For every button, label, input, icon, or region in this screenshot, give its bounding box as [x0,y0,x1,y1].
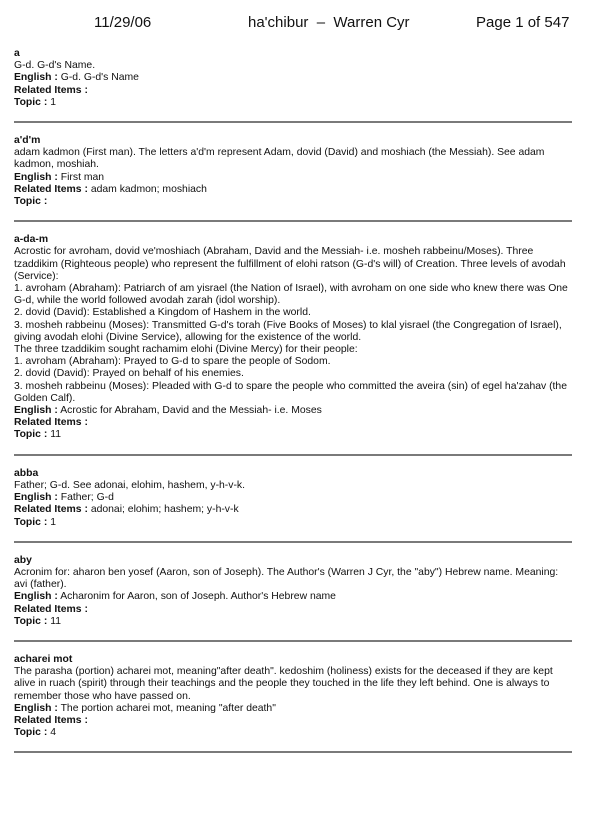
entry-definition: 1. avroham (Abraham): Prayed to G-d to spare the people of Sodom. [14,356,331,368]
entry-related-items-label: Related Items : [14,504,88,516]
entry-related-items-label: Related Items : [14,84,88,96]
entry-definition: 2. dovid (David): Prayed on behalf of his enemies. [14,368,244,380]
entry-english-label: English : [14,405,58,417]
entry-english-value: The portion acharei mot, meaning "after death" [60,702,276,714]
entry-topic-label: Topic : [14,429,48,441]
entry-definition: 3. mosheh rabbeinu (Moses): Transmitted G-d's torah (Five Books of Moses) to klal yisrael (the Congregation of Israel), giving avodah elohi (Divine Service), allowing for the existence of the world. [14,319,562,343]
entry-english [14,72,574,84]
entry-english-value: G-d. G-d's Name [60,72,139,84]
header-page-number: Page 1 of 547 [476,14,570,31]
entry-definition: Acrostic for avroham, dovid ve'moshiach (Abraham, David and the Messiah- i.e. mosheh rabbeinu/Moses). Three tzaddikim (Righteous people) who represent the fulfillment of elohi ratson (G-d's will) of Creation. Three levels of avodah (Service): [14,246,566,282]
entry-definition: adam kadmon (First man). The letters a'd'm represent Adam, dovid (David) and moshiach (the Messiah). See adam kadmon, moshiah. [14,147,545,171]
entry-term: a'd'm [14,135,41,147]
entry-related-items [14,504,574,516]
entry-english-value: First man [60,171,105,183]
entry-topic-value: 1 [50,516,56,528]
entry-divider [14,541,572,543]
entry-definition: 2. dovid (David): Established a Kingdom of Hashem in the world. [14,307,311,319]
entry-topic-label: Topic : [14,196,48,208]
entry-related-items-label: Related Items : [14,183,88,195]
entry-topic [14,196,574,208]
entry-topic [14,727,574,739]
entry-topic [14,97,574,109]
entry-related-items-value: adam kadmon; moshiach [90,183,207,195]
entry-english-label: English : [14,171,58,183]
entry-related-items-label: Related Items : [14,417,88,429]
entry-related-items-label: Related Items : [14,714,88,726]
entry-topic-value: 4 [50,727,56,739]
entry-english-value: Father; G-d [60,492,114,504]
entry-topic-value: 11 [50,615,61,627]
entry-related-items [14,715,574,727]
entry-divider [14,751,572,753]
glossary-entry [14,555,574,628]
entry-term: acharei mot [14,653,73,665]
entry-related-items-label: Related Items : [14,603,88,615]
entry-related-items [14,417,574,429]
entry-topic-value: 11 [50,429,61,441]
entry-divider [14,640,572,642]
entry-topic [14,517,574,529]
page-header [0,14,595,36]
entry-topic-value: 1 [50,96,56,108]
entry-definition: The three tzaddikim sought rachamim elohi (Divine Mercy) for their people: [14,344,358,356]
entry-english [14,405,574,417]
entry-topic-label: Topic : [14,96,48,108]
entry-english-value: Acrostic for Abraham, David and the Messiah- i.e. Moses [60,405,322,417]
glossary-entry [14,654,574,739]
glossary-entry [14,234,574,441]
entry-definition: 3. mosheh rabbeinu (Moses): Pleaded with G-d to spare the people who committed the aveira (sin) of egel ha'zahav (the Golden Calf). [14,380,567,404]
entry-english-label: English : [14,702,58,714]
entry-related-items [14,604,574,616]
entry-definition: 1. avroham (Abraham): Patriarch of am yisrael (the Nation of Israel), with avroham on one side who knew there was One G-d, while the world followed avodah zarah (idol worship). [14,283,568,307]
entry-definition: Father; G-d. See adonai, elohim, hashem, y-h-v-k. [14,479,246,491]
entry-related-items [14,184,574,196]
entry-definition: G-d. G-d's Name. [14,60,96,72]
glossary-entry [14,48,574,109]
entry-english-label: English : [14,591,58,603]
entry-related-items [14,85,574,97]
entry-english [14,703,574,715]
header-title: ha'chibur – Warren Cyr [248,14,410,31]
glossary-entries [14,48,574,765]
entry-definition: The parasha (portion) acharei mot, meaning"after death". kedoshim (holiness) exists for the deceased if they are kept alive in ruach (spirit) through their teachings and the people they touched in the life they left behind. One is always to remember those who have passed on. [14,666,553,702]
entry-divider [14,454,572,456]
entry-term: aby [14,554,32,566]
entry-topic [14,616,574,628]
entry-english-value: Acharonim for Aaron, son of Joseph. Author's Hebrew name [60,591,336,603]
entry-divider [14,220,572,222]
entry-related-items-value: adonai; elohim; hashem; y-h-v-k [90,504,239,516]
entry-topic-label: Topic : [14,516,48,528]
entry-topic [14,429,574,441]
entry-english-label: English : [14,492,58,504]
glossary-entry [14,135,574,208]
entry-definition: Acronim for: aharon ben yosef (Aaron, son of Joseph). The Author's (Warren J Cyr, the "aby") Hebrew name. Meaning: avi (father). [14,566,559,591]
entry-term: a-da-m [14,234,49,246]
entry-divider [14,121,572,123]
entry-topic-label: Topic : [14,727,48,739]
entry-english [14,492,574,504]
entry-english [14,172,574,184]
header-date: 11/29/06 [94,14,152,31]
entry-term: a [14,48,20,59]
entry-term: abba [14,467,39,479]
entry-english-label: English : [14,72,58,84]
glossary-entry [14,468,574,529]
entry-topic-label: Topic : [14,615,48,627]
entry-english [14,591,574,603]
